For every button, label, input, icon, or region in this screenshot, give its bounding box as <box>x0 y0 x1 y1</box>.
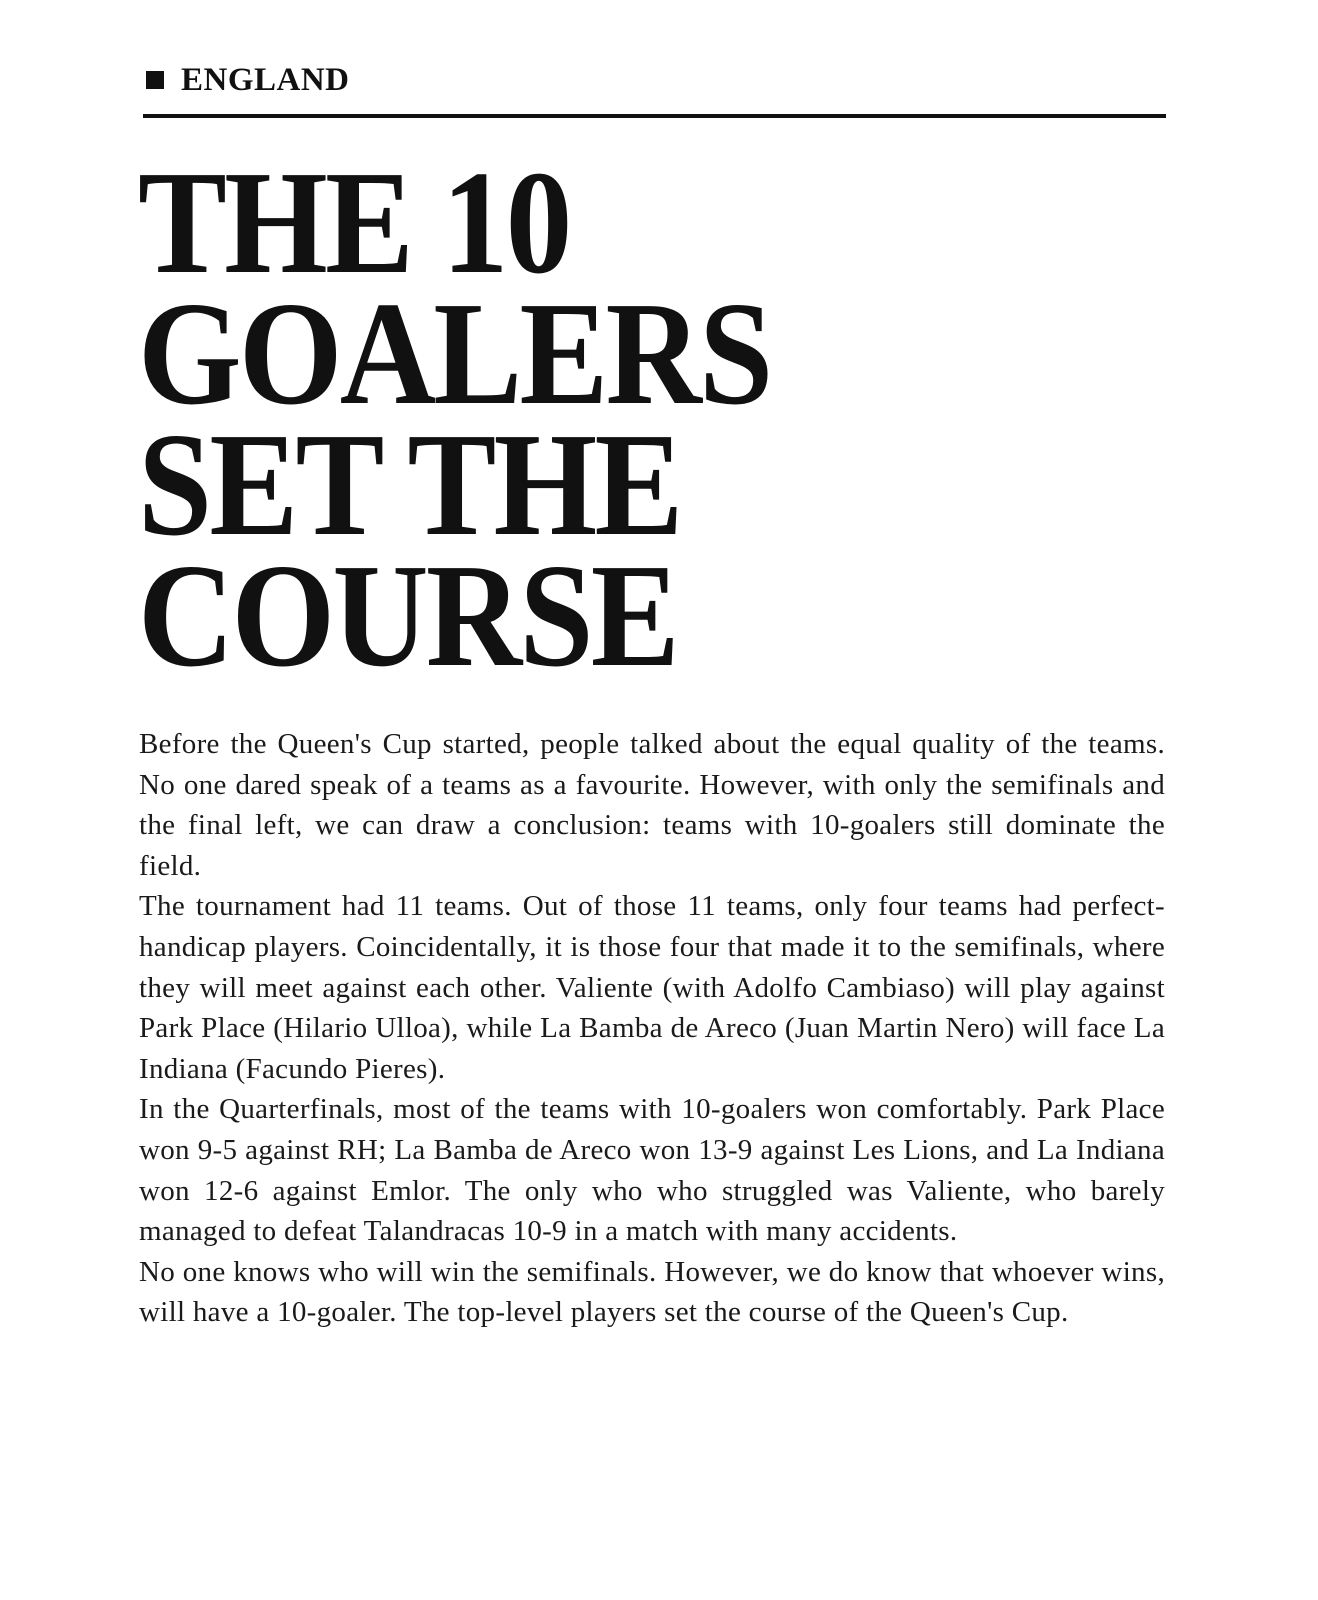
article-paragraph-4: No one knows who will win the semifinals. However, we do know that whoever wins, will have a 10-goaler. The top-level players set the course of the Queen's Cup. <box>139 1255 1165 1329</box>
article-paragraph-3: In the Quarterfinals, most of the teams with 10-goalers won comfortably. Park Place won 9-5 against RH; La Bamba de Areco won 13-9 against Les Lions, and La Indiana won 12-6 against Emlor. The only who who struggled was Valiente, who barely managed to defeat Talandracas 10-9 in a match with many accidents. <box>139 1093 1165 1248</box>
headline-line-4: COURSE <box>138 534 677 698</box>
article-paragraph-2: The tournament had 11 teams. Out of those 11 teams, only four teams had perfect-handicap players. Coincidentally, it is those four that made it to the semifinals, where they will meet against each other. Valiente (with Adolfo Cambiaso) will play against Park Place (Hilario Ulloa), while La Bamba de Areco (Juan Martin Nero) will face La Indiana (Facundo Pieres). <box>139 890 1165 1085</box>
headline-line-1: THE 10 <box>138 141 570 305</box>
header-divider <box>143 114 1166 118</box>
headline-line-2: GOALERS <box>138 272 771 436</box>
square-bullet-icon <box>146 71 164 89</box>
headline <box>138 141 1065 698</box>
section-label: ENGLAND <box>181 62 350 98</box>
article-paragraph-1: Before the Queen's Cup started, people talked about the equal quality of the teams. No one dared speak of a teams as a favourite. However, with only the semifinals and the final left, we can draw a conclusion: teams with 10-goalers still dominate the field. <box>139 728 1165 882</box>
headline-line-3: SET THE <box>138 403 681 567</box>
section-header <box>146 58 350 102</box>
article-body <box>139 724 1165 1333</box>
